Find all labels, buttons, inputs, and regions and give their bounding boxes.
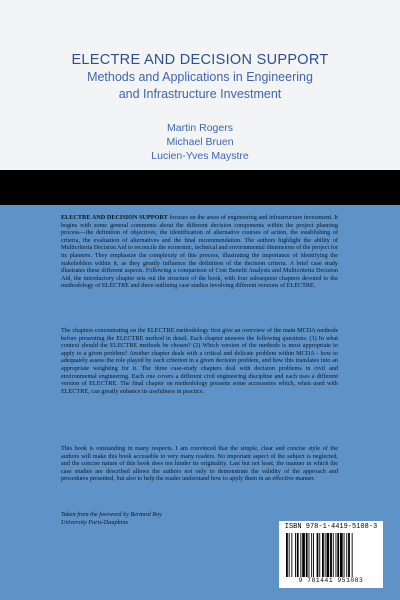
barcode-bar [317, 533, 319, 577]
barcode-bar [295, 533, 296, 577]
barcode-bar [306, 533, 308, 577]
barcode-bar [319, 533, 320, 577]
barcode-bar [291, 533, 292, 577]
barcode-bar [337, 533, 339, 577]
barcode-bar [302, 533, 305, 577]
barcode-bar [327, 533, 330, 577]
author-2: Michael Bruen [166, 136, 234, 148]
black-band [0, 170, 400, 205]
barcode-bar [313, 533, 314, 577]
blurb-paragraph-1-text: focuses on the areas of engineering and infrastructure investment. It begins with some general comments about the different decision components within the project planning process—the definition of objectives, the identification of alternative courses of action, the establishing of criteria, the evaluation of alternatives and the final recommendation. The authors highlight the ability of Multicriteria Decision Aid to reconcile the economic, technical and environmental dimensions of the project for its planners. They emphasize the complexity of this process, illustrating the importance of identifying the stakeholders within it, as they greatly influence the definition of the decision criteria. A brief case study illustrates these different aspects. Following a comparison of Cost Benefit Analysis and Multicriteria Decision Aid, the introductory chapter sets out the structure of the book, with four subsequent chapters devoted to the methodology of ELECTRE and three outlining case studies involving different versions of ELECTRE. [61, 214, 338, 290]
foreword-affiliation: University Paris-Dauphine [61, 518, 129, 526]
barcode-bar [325, 533, 326, 577]
barcode-bar [309, 533, 310, 577]
barcode-bar [352, 533, 353, 577]
barcode-bar [322, 533, 324, 577]
barcode-bar [344, 533, 345, 577]
blurb-paragraph-2: The chapters concentrating on the ELECTRE methodology first give an overview of the main MCDA methods before presenting the ELECTRE method in detail. Each chapter answers the following questions: (1) In what context should the ELECTRE methods be chosen? (2) Which version of the methods is most appropriate to apply to a given problem? Another chapter deals with a critical and delicate problem within MCDA - how to adequately assess the role played by each criterion in a given decision problem, and how this translates into an appropriate weighting for it. The three case-study chapters deal with decision problems in civil and environmental engineering. Each one covers a different civil engineering discipline and each uses a different version of ELECTRE. The final chapter on methodology presents some accessories which, when used with ELECTRE, can greatly enhance its usefulness in practice. [61, 327, 338, 395]
barcode-number: 9 781441 951083 [298, 577, 364, 584]
book-subtitle-line-2: and Infrastructure Investment [118, 87, 282, 101]
barcode-bar [289, 533, 290, 577]
barcode-bar [286, 533, 288, 577]
barcode-bar [340, 533, 343, 577]
barcode-bar [311, 533, 312, 577]
barcode-bar [330, 533, 332, 577]
blurb-paragraph-3: This book is outstanding in many respects. I am convinced that the simple, clear and concise style of the authors will make this book accessible to very many readers. No important aspect of the subject is neglected, and the concise nature of this book does not hinder its originality. Last but not least, the manner in which the case studies are described allows the authors not only to demonstrate the validity of the approach and procedures presented, but also to help the reader understand how to apply them in an effective manner. [61, 445, 338, 483]
barcode-box [279, 521, 383, 588]
barcode-bar [348, 533, 350, 577]
blurb-title-bold: ELECTRE AND DECISION SUPPORT [61, 214, 168, 221]
barcode-bars [286, 533, 376, 577]
book-subtitle-line-1: Methods and Applications in Engineering [87, 70, 313, 84]
author-1: Martin Rogers [167, 122, 233, 134]
barcode-bar [333, 533, 334, 577]
foreword-author: Taken from the foreword by Bernard Roy [61, 511, 162, 518]
author-3: Lucien-Yves Maystre [151, 150, 249, 162]
barcode-bar [297, 533, 299, 577]
barcode-bar [300, 533, 301, 577]
blurb-paragraph-1 [61, 214, 338, 290]
barcode-bar [346, 533, 347, 577]
isbn-label: ISBN 978-1-4419-5108-3 [284, 523, 378, 531]
book-title: ELECTRE AND DECISION SUPPORT [71, 52, 329, 68]
barcode-bar [336, 533, 337, 577]
